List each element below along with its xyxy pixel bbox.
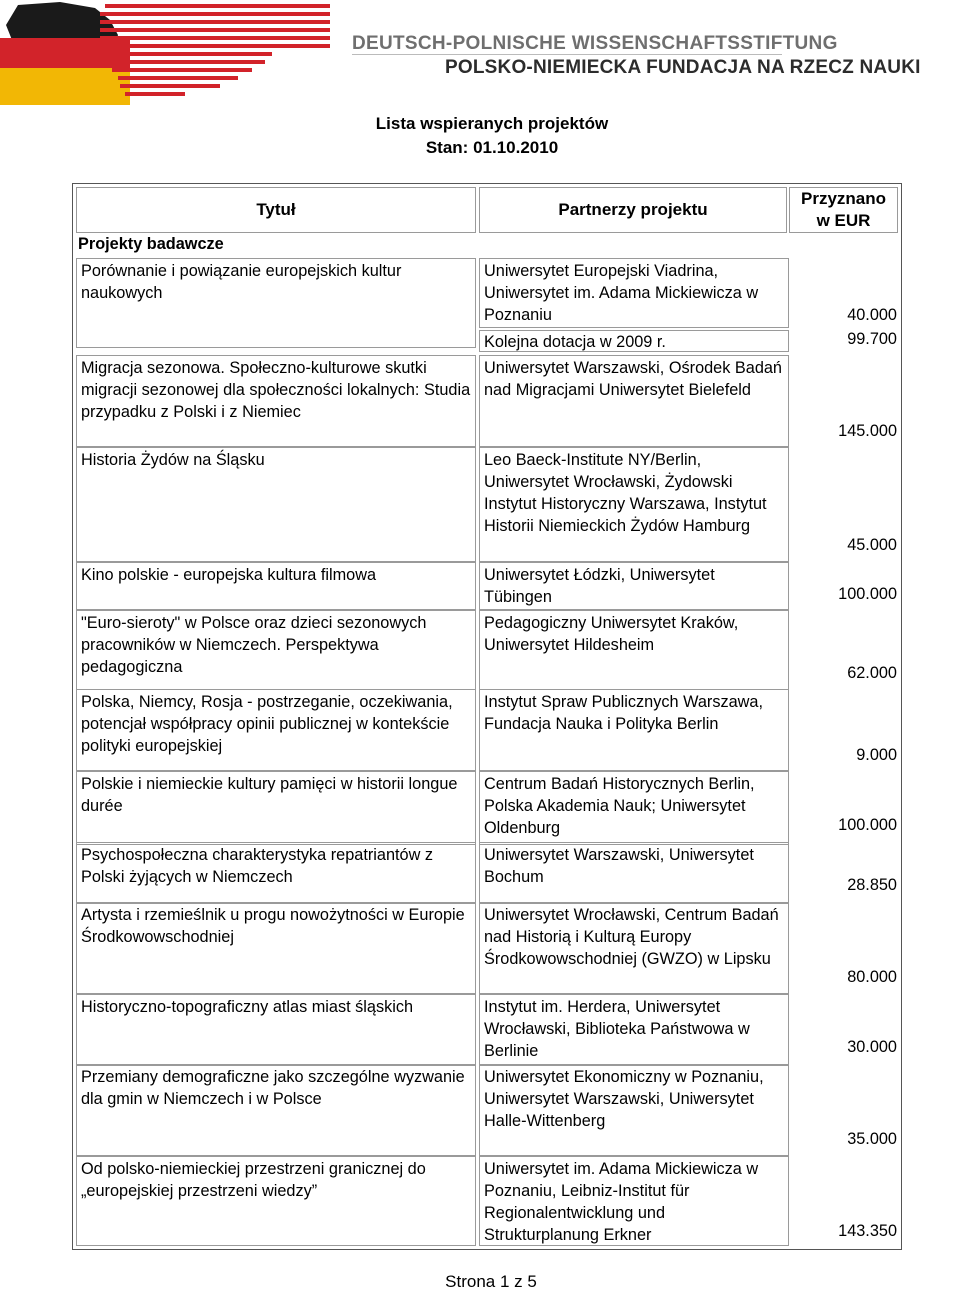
- table-row-partners: Uniwersytet Ekonomiczny w Poznaniu, Uniwersytet Warszawski, Uniwersytet Halle-Wittenberg: [479, 1064, 789, 1156]
- table-row-partners: Uniwersytet im. Adama Mickiewicza w Poznaniu, Leibniz-Institut für Regionalentwicklung und Strukturplanung Erkner: [479, 1156, 789, 1246]
- table-row-amount: 9.000: [856, 746, 897, 764]
- document-date: Stan: 01.10.2010: [425, 138, 559, 157]
- table-row-amount: 145.000: [838, 422, 897, 440]
- document-title: Lista wspieranych projektów: [375, 114, 609, 133]
- table-row-partners: Uniwersytet Łódzki, Uniwersytet Tübingen: [479, 562, 789, 610]
- table-row-partners: Uniwersytet Warszawski, Uniwersytet Bochum: [479, 842, 789, 904]
- header-amount: Przyznano w EUR: [789, 187, 898, 233]
- table-row-amount: 30.000: [847, 1038, 897, 1056]
- table-row-title: Kino polskie - europejska kultura filmowa: [76, 562, 476, 610]
- table-row-amount: 100.000: [838, 585, 897, 603]
- table-row-title: Polska, Niemcy, Rosja - postrzeganie, oczekiwania, potencjał współpracy opinii publicznej w kontekście polityki europejskiej: [76, 689, 476, 771]
- table-row-amount: 28.850: [847, 876, 897, 894]
- table-row-title: Artysta i rzemieślnik u progu nowożytności w Europie Środkowowschodniej: [76, 902, 476, 994]
- page-header: [0, 0, 960, 105]
- table-row-amount: 35.000: [847, 1130, 897, 1148]
- table-row-title: Porównanie i powiązanie europejskich kultur naukowych: [76, 258, 476, 348]
- org-name-polish: POLSKO-NIEMIECKA FUNDACJA NA RZECZ NAUKI: [445, 57, 921, 78]
- section-research-projects: Projekty badawcze: [78, 235, 224, 253]
- org-name-divider: [352, 54, 782, 55]
- org-name-german: DEUTSCH-POLNISCHE WISSENSCHAFTSSTIFTUNG: [352, 33, 838, 54]
- table-row-partners: Instytut im. Herdera, Uniwersytet Wrocławski, Biblioteka Państwowa w Berlinie: [479, 994, 789, 1066]
- table-row-amount: 40.000: [847, 306, 897, 324]
- page-number: [0, 1272, 960, 1292]
- table-row-title: Psychospołeczna charakterystyka repatriantów z Polski żyjących w Niemczech: [76, 842, 476, 904]
- table-row-partners: Leo Baeck-Institute NY/Berlin, Uniwersytet Wrocławski, Żydowski Instytut Historyczny Warszawa, Instytut Historii Niemieckich Żydów Hamburg: [479, 447, 789, 562]
- table-row-amount: 100.000: [838, 816, 897, 834]
- table-row-partners: Uniwersytet Wrocławski, Centrum Badań nad Historią i Kulturą Europy Środkowowschodniej (GWZO) w Lipsku: [479, 902, 789, 994]
- table-row-title: Historyczno-topograficzny atlas miast śląskich: [76, 994, 476, 1066]
- logo-germany-stripes: [0, 2, 130, 105]
- table-row-amount: 143.350: [838, 1222, 897, 1240]
- page-number-label: Strona 1 z 5: [445, 1272, 537, 1291]
- foundation-logo-map: [0, 0, 330, 105]
- table-row-title: Od polsko-niemieckiej przestrzeni granicznej do „europejskiej przestrzeni wiedzy”: [76, 1156, 476, 1246]
- table-row-title: Historia Żydów na Śląsku: [76, 447, 476, 562]
- projects-table: [72, 183, 902, 1250]
- table-row-amount: 62.000: [847, 664, 897, 682]
- table-row-partners: Uniwersytet Europejski Viadrina, Uniwersytet im. Adama Mickiewicza w Poznaniu: [479, 258, 789, 328]
- header-partners: Partnerzy projektu: [479, 187, 787, 233]
- table-row-title: "Euro-sieroty" w Polsce oraz dzieci sezonowych pracowników w Niemczech. Perspektywa pedagogiczna: [76, 610, 476, 690]
- table-row-extra-partners: Kolejna dotacja w 2009 r.: [479, 330, 789, 352]
- table-row-title: Przemiany demograficzne jako szczególne wyzwanie dla gmin w Niemczech i w Polsce: [76, 1064, 476, 1156]
- table-row-partners: Instytut Spraw Publicznych Warszawa, Fundacja Nauka i Polityka Berlin: [479, 689, 789, 771]
- table-row-amount: 80.000: [847, 968, 897, 986]
- table-row-title: Polskie i niemieckie kultury pamięci w historii longue durée: [76, 771, 476, 845]
- table-row-partners: Pedagogiczny Uniwersytet Kraków, Uniwersytet Hildesheim: [479, 610, 789, 690]
- logo-poland-stripes: [100, 4, 330, 96]
- table-row-partners: Centrum Badań Historycznych Berlin, Polska Akademia Nauk; Uniwersytet Oldenburg: [479, 771, 789, 845]
- table-row-extra-amount: 99.700: [847, 330, 897, 348]
- table-row-partners: Uniwersytet Warszawski, Ośrodek Badań nad Migracjami Uniwersytet Bielefeld: [479, 355, 789, 447]
- table-row-amount: 45.000: [847, 536, 897, 554]
- header-title: Tytuł: [76, 187, 476, 233]
- table-row-title: Migracja sezonowa. Społeczno-kulturowe skutki migracji sezonowej dla społeczności lokalnych: Studia przypadku z Polski i z Niemiec: [76, 355, 476, 447]
